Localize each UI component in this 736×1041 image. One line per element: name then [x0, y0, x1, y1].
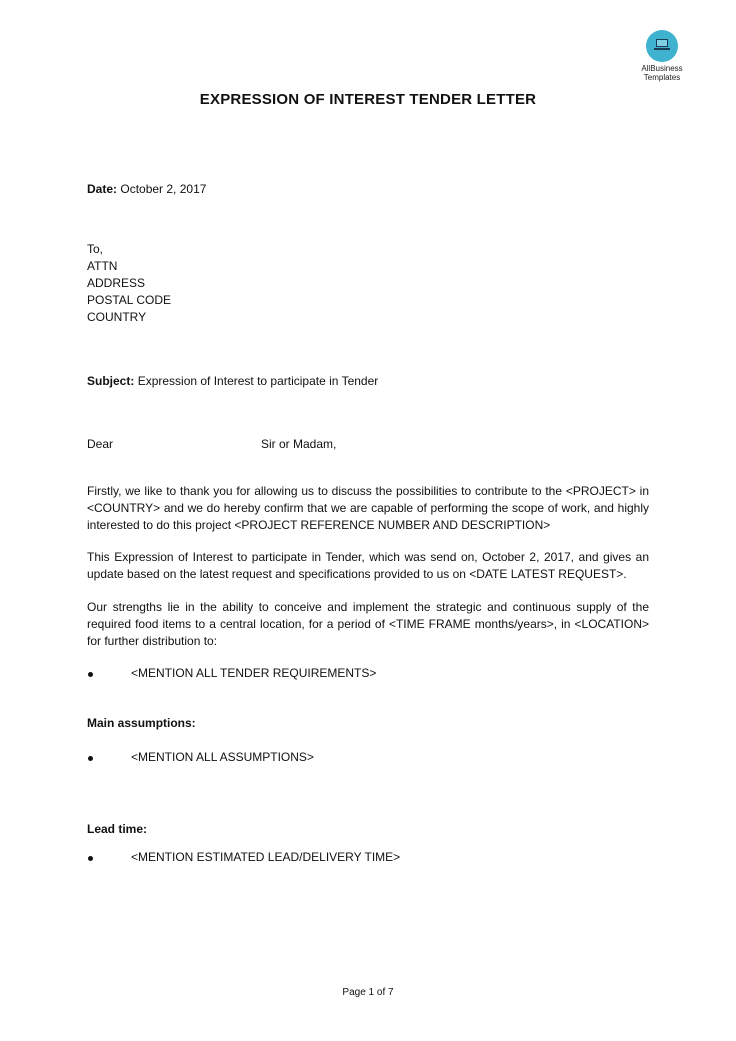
address-postal-code: POSTAL CODE [87, 293, 172, 307]
address-to: To, [87, 242, 104, 256]
lead-time-bullet: <MENTION ESTIMATED LEAD/DELIVERY TIME> [131, 850, 401, 864]
bullet-icon [88, 756, 93, 761]
paragraph-update: This Expression of Interest to participate in Tender, which was send on, October 2, 2017, and gives an update based on the latest request and specifications provided to us on <DATE LATEST REQUEST>. [87, 550, 649, 581]
page-number: Page 1 of 7 [342, 987, 394, 998]
address-line: ADDRESS [87, 276, 146, 290]
salutation-dear: Dear [87, 437, 114, 451]
requirements-bullet: <MENTION ALL TENDER REQUIREMENTS> [131, 666, 377, 680]
address-country: COUNTRY [87, 310, 147, 324]
assumptions-heading: Main assumptions: [87, 716, 196, 730]
date-value: October 2, 2017 [120, 182, 207, 196]
salutation-name: Sir or Madam, [261, 437, 337, 451]
brand-logo [632, 30, 692, 82]
document-title: EXPRESSION OF INTEREST TENDER LETTER [199, 91, 537, 108]
assumptions-bullet: <MENTION ALL ASSUMPTIONS> [131, 750, 314, 764]
laptop-icon [646, 30, 678, 62]
subject-line [87, 373, 378, 390]
logo-line-2: Templates [643, 73, 681, 82]
bullet-icon [88, 856, 93, 861]
logo-line-1: AllBusiness [641, 64, 683, 73]
paragraph-intro: Firstly, we like to thank you for allowing us to discuss the possibilities to contribute to the <PROJECT> in <COUNTRY> and we do hereby confirm that we are capable of performing the scope of work, and highly interested to do this project <PROJECT REFERENCE NUMBER AND DESCRIPTION> [87, 484, 649, 532]
date-label: Date: [87, 182, 118, 196]
lead-time-heading: Lead time: [87, 822, 148, 836]
logo-text [632, 64, 692, 82]
address-attn: ATTN [87, 259, 118, 273]
date-line [87, 181, 206, 198]
subject-value: Expression of Interest to participate in Tender [137, 374, 379, 388]
bullet-icon [88, 672, 93, 677]
paragraph-strengths: Our strengths lie in the ability to conceive and implement the strategic and continuous supply of the required food items to a central location, for a period of <TIME FRAME months/years>, in <LOCATION> for further distribution to: [87, 600, 649, 648]
subject-label: Subject: [87, 374, 135, 388]
